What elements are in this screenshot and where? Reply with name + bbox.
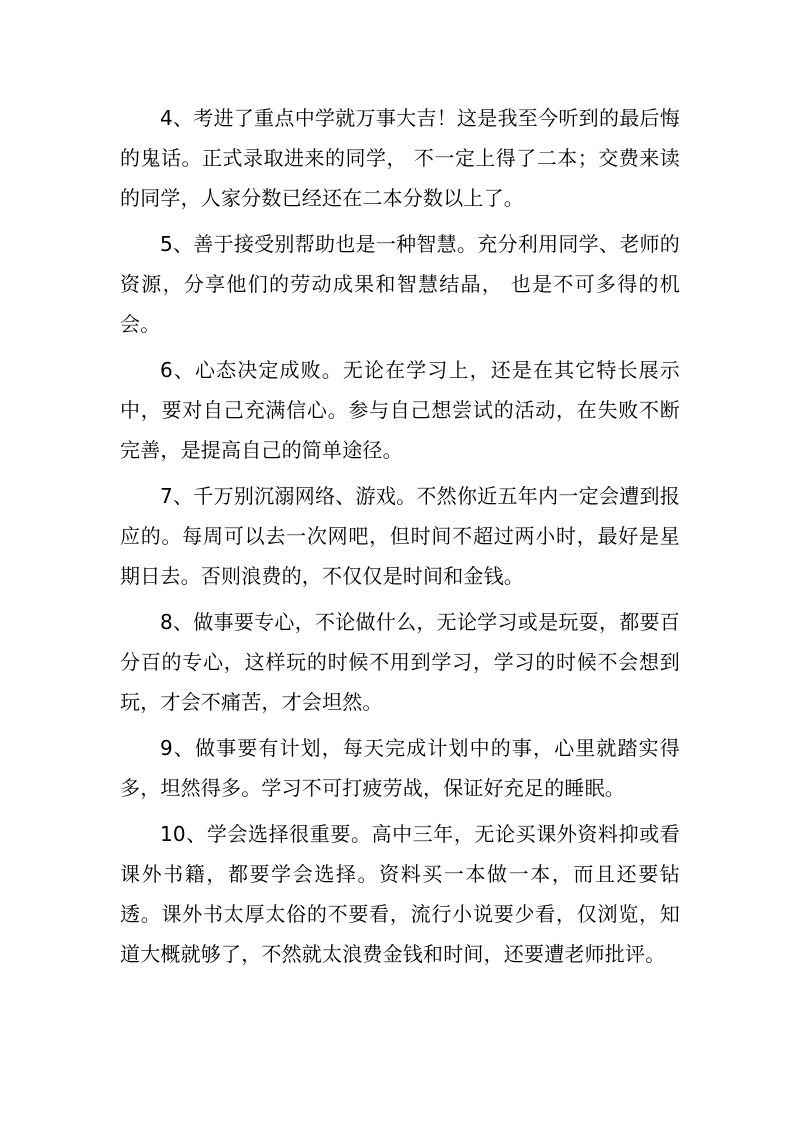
paragraph-6: 6、心态决定成败。无论在学习上，还是在其它特长展示中，要对自己充满信心。参与自己想尝试的活动，在失败不断完善，是提高自己的简单途径。	[120, 358, 680, 462]
paragraph-5: 5、善于接受别帮助也是一种智慧。充分利用同学、老师的资源，分享他们的劳动成果和智慧结晶， 也是不可多得的机会。	[120, 232, 680, 336]
paragraph-9: 9、做事要有计划，每天完成计划中的事，心里就踏实得多，坦然得多。学习不可打疲劳战，保证好充足的睡眠。	[120, 736, 680, 800]
paragraph-10: 10、学会选择很重要。高中三年，无论买课外资料抑或看课外书籍，都要学会选择。资料买一本做一本，而且还要钻透。课外书太厚太俗的不要看，流行小说要少看，仅浏览，知道大概就够了，不然就太浪费金钱和时间，还要遭老师批评。	[120, 822, 680, 966]
paragraph-4: 4、考进了重点中学就万事大吉！这是我至今听到的最后悔的鬼话。正式录取进来的同学， 不一定上得了二本；交费来读的同学，人家分数已经还在二本分数以上了。	[120, 106, 680, 210]
document-body	[120, 98, 680, 980]
paragraph-7: 7、千万别沉溺网络、游戏。不然你近五年内一定会遭到报应的。每周可以去一次网吧，但时间不超过两小时，最好是星期日去。否则浪费的，不仅仅是时间和金钱。	[120, 484, 680, 588]
paragraph-8: 8、做事要专心，不论做什么，无论学习或是玩耍，都要百分百的专心，这样玩的时候不用到学习，学习的时候不会想到玩，才会不痛苦，才会坦然。	[120, 610, 680, 714]
